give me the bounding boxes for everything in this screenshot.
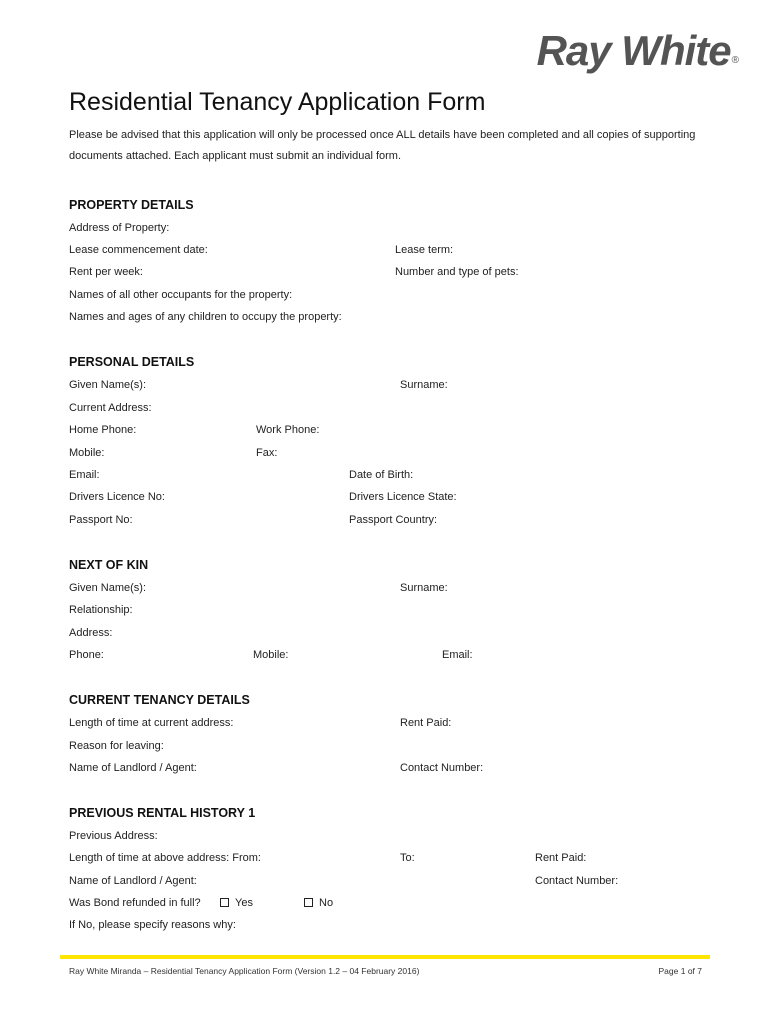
logo-text: Ray White [536,27,731,74]
property-details-heading: PROPERTY DETAILS [69,198,194,212]
bond-no-option[interactable] [296,897,333,909]
previous-rent-paid-label: Rent Paid: [535,852,587,864]
ray-white-logo [536,27,738,74]
current-landlord-label: Name of Landlord / Agent: [69,762,197,774]
current-length-label: Length of time at current address: [69,717,234,729]
intro-text: Please be advised that this application will only be processed once ALL details have been completed and all copies of supporting documents attached. Each applicant must submit an individual form. [69,129,696,162]
previous-address-label: Previous Address: [69,830,158,842]
kin-surname-label: Surname: [400,582,448,594]
footer-page-number: Page 1 of 7 [658,966,702,976]
previous-landlord-label: Name of Landlord / Agent: [69,875,197,887]
current-rent-paid-label: Rent Paid: [400,717,452,729]
surname-label: Surname: [400,379,448,391]
property-address-label: Address of Property: [69,222,170,234]
previous-contact-number-label: Contact Number: [535,875,619,887]
page-title: Residential Tenancy Application Form [69,88,486,116]
occupants-label: Names of all other occupants for the property: [69,289,293,301]
given-name-label: Given Name(s): [69,379,147,391]
fax-label: Fax: [256,447,278,459]
kin-email-label: Email: [442,649,473,661]
registered-mark: ® [731,55,738,66]
current-tenancy-heading: CURRENT TENANCY DETAILS [69,693,250,707]
previous-to-label: To: [400,852,415,864]
drivers-licence-state-label: Drivers Licence State: [349,491,457,503]
work-phone-label: Work Phone: [256,424,320,436]
home-phone-label: Home Phone: [69,424,137,436]
pets-label: Number and type of pets: [395,266,519,278]
reason-for-leaving-label: Reason for leaving: [69,740,164,752]
bond-reasons-label: If No, please specify reasons why: [69,919,236,931]
bond-yes-checkbox[interactable] [220,898,229,907]
drivers-licence-no-label: Drivers Licence No: [69,491,165,503]
bond-no-checkbox[interactable] [304,898,313,907]
lease-commencement-label: Lease commencement date: [69,244,208,256]
bond-yes-label: Yes [235,897,253,909]
current-address-label: Current Address: [69,402,152,414]
rent-per-week-label: Rent per week: [69,266,143,278]
date-of-birth-label: Date of Birth: [349,469,414,481]
personal-details-heading: PERSONAL DETAILS [69,355,195,369]
bond-no-label: No [319,897,334,909]
kin-mobile-label: Mobile: [253,649,289,661]
kin-address-label: Address: [69,627,113,639]
kin-given-name-label: Given Name(s): [69,582,147,594]
email-label: Email: [69,469,100,481]
previous-rental-heading: PREVIOUS RENTAL HISTORY 1 [69,806,256,820]
bond-yes-option[interactable] [212,897,253,909]
mobile-label: Mobile: [69,447,105,459]
kin-relationship-label: Relationship: [69,604,133,616]
passport-country-label: Passport Country: [349,514,438,526]
passport-no-label: Passport No: [69,514,133,526]
footer-document-info: Ray White Miranda – Residential Tenancy Application Form (Version 1.2 – 04 February 2016) [69,966,420,976]
children-label: Names and ages of any children to occupy the property: [69,311,342,323]
next-of-kin-heading: NEXT OF KIN [69,558,149,572]
kin-phone-label: Phone: [69,649,104,661]
footer-divider [60,955,710,959]
bond-refunded-label: Was Bond refunded in full? [69,897,201,909]
previous-length-from-label: Length of time at above address: From: [69,852,261,864]
lease-term-label: Lease term: [395,244,454,256]
current-contact-number-label: Contact Number: [400,762,484,774]
